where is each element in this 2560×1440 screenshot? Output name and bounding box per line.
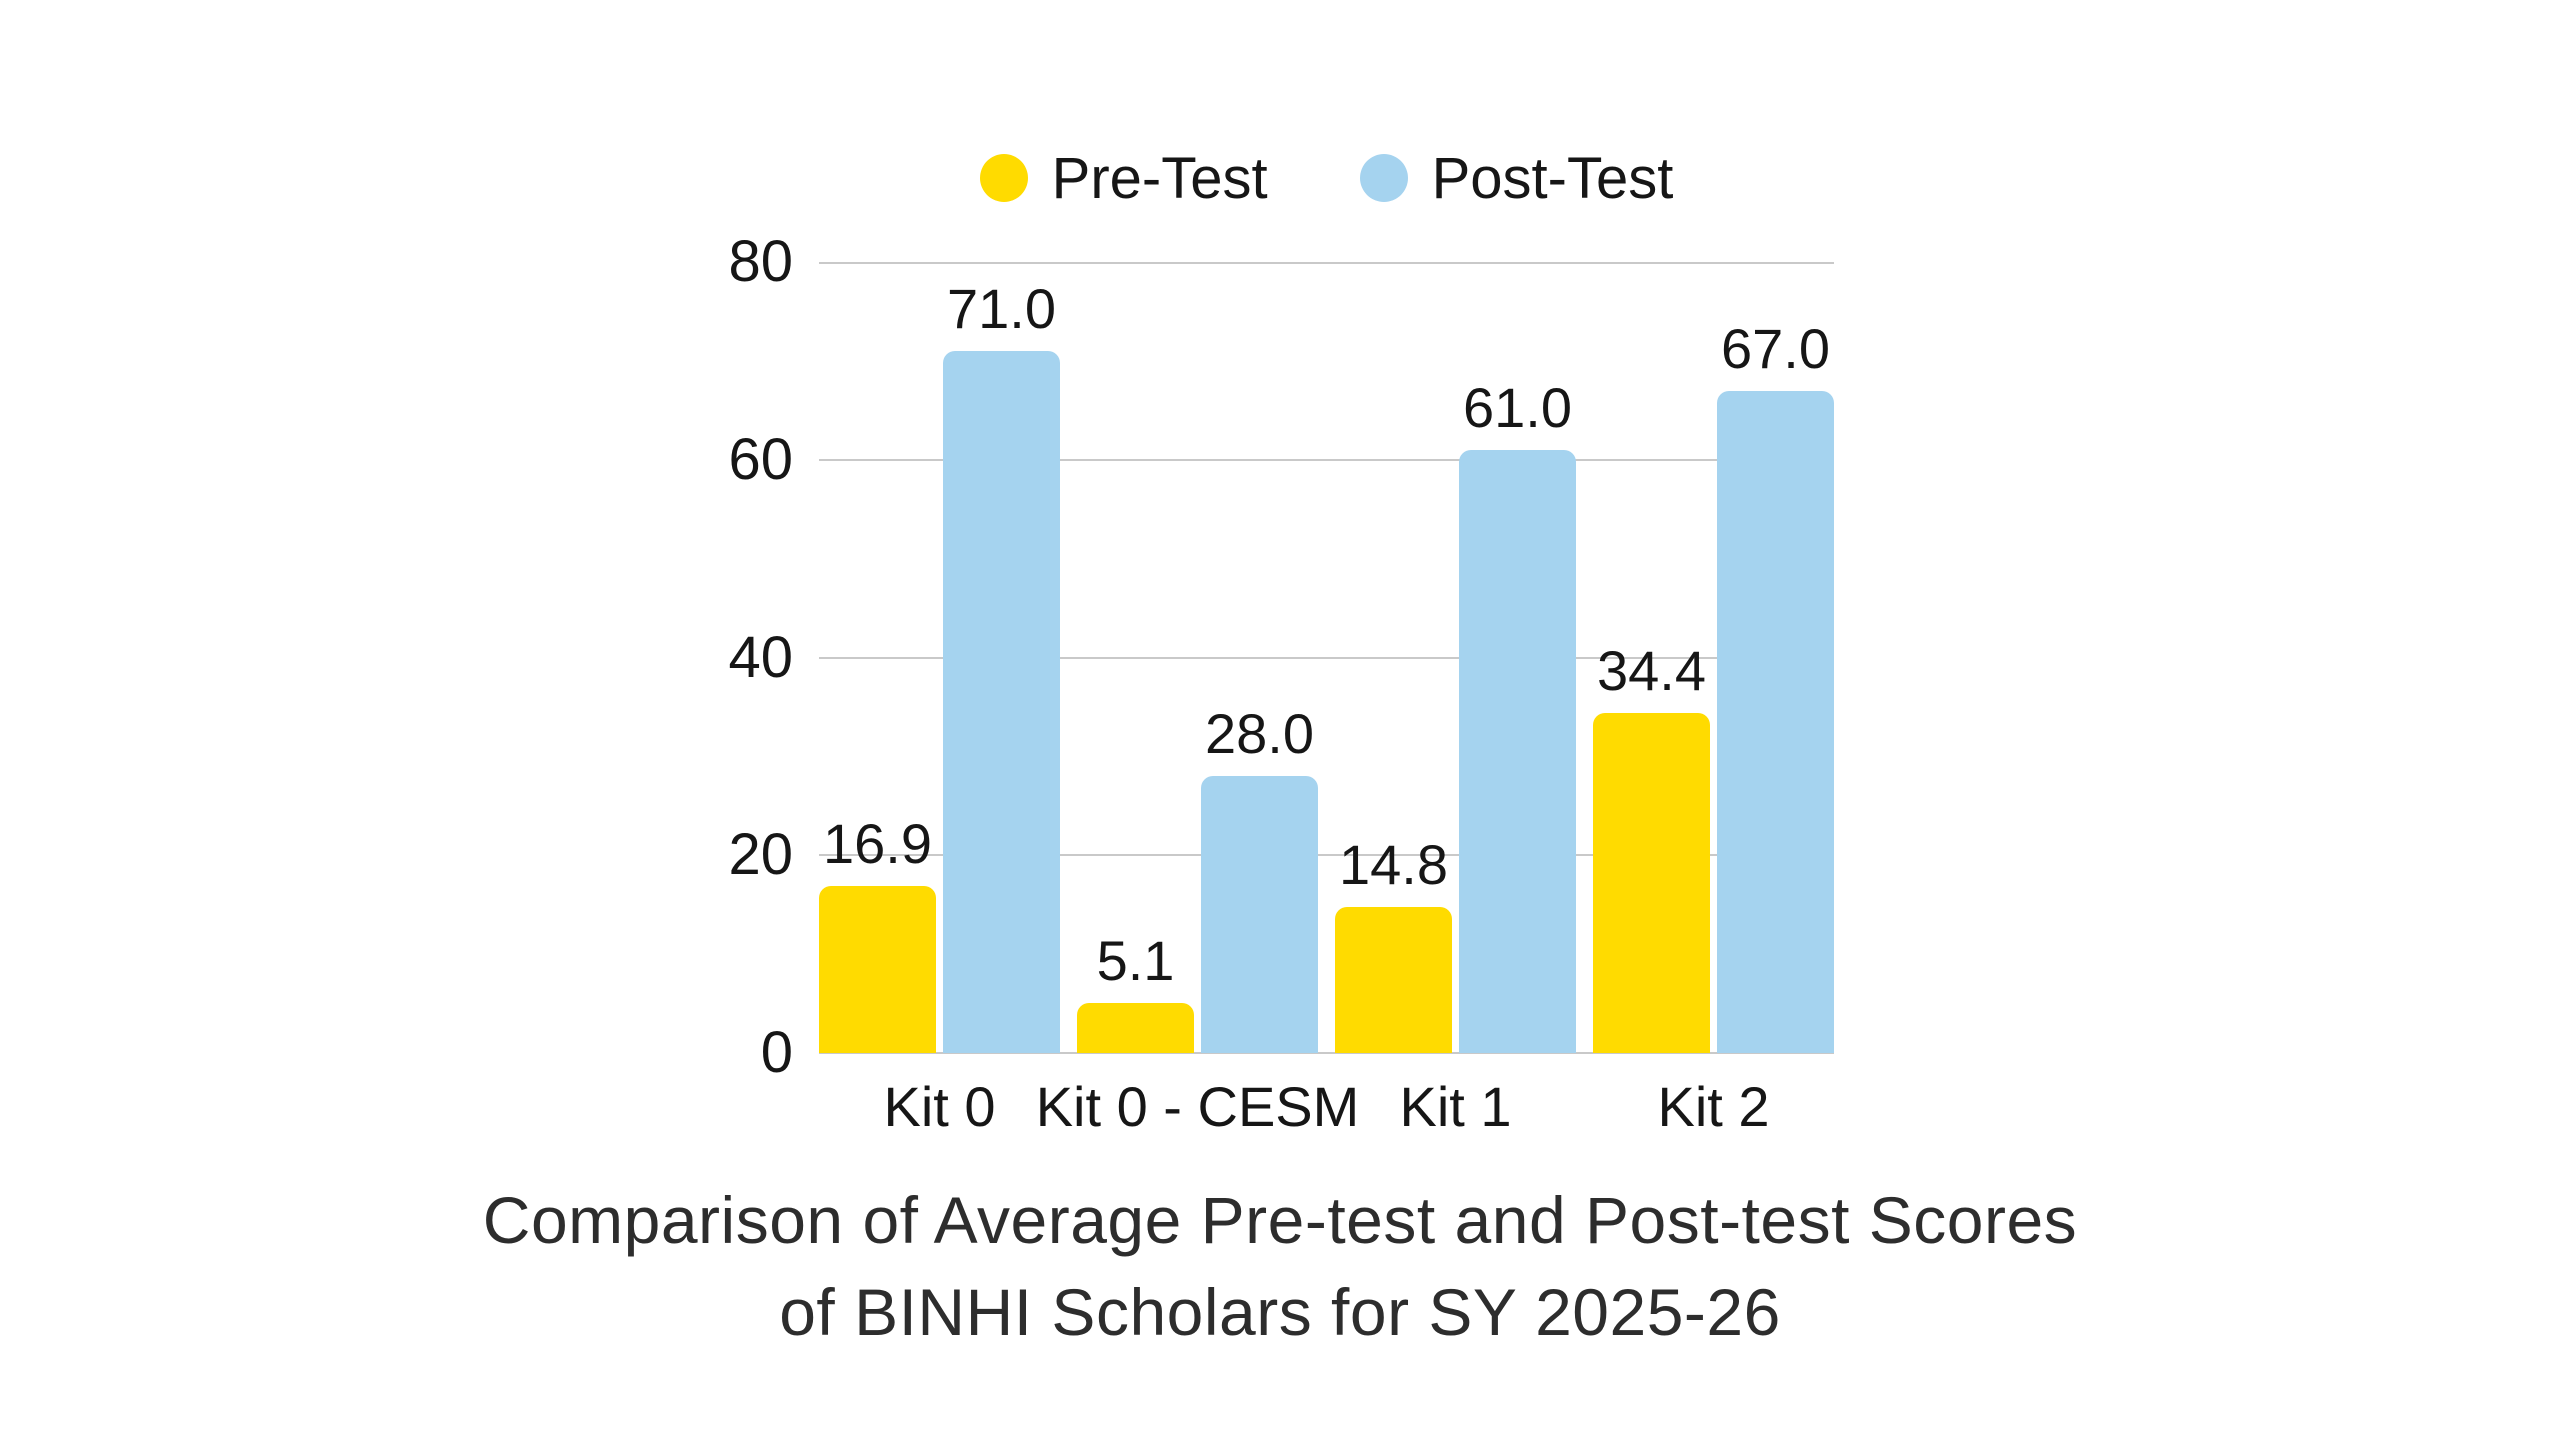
value-label-post-test-kit-0-cesm: 28.0 <box>1205 702 1314 766</box>
x-axis-tick-kit-1: Kit 1 <box>1399 1075 1512 1138</box>
bar-post-test-kit-1 <box>1459 450 1576 1053</box>
pre-test-swatch-icon <box>980 154 1028 202</box>
y-axis-tick-40: 40 <box>728 624 793 690</box>
bar-post-test-kit-0 <box>943 351 1060 1053</box>
legend-label-post-test: Post-Test <box>1431 145 1674 211</box>
chart-title <box>0 1174 2560 1358</box>
bar-pre-test-kit-1 <box>1335 907 1452 1053</box>
x-axis-tick-kit-2: Kit 2 <box>1657 1075 1770 1138</box>
chart-title-line-1: Comparison of Average Pre-test and Post-test Scores <box>482 1183 2078 1257</box>
y-axis-tick-20: 20 <box>728 822 793 888</box>
bar-pre-test-kit-2 <box>1593 713 1710 1053</box>
post-test-swatch-icon <box>1360 154 1408 202</box>
value-label-post-test-kit-0: 71.0 <box>947 277 1056 340</box>
value-label-post-test-kit-2: 67.0 <box>1721 316 1830 380</box>
legend-label-pre-test: Pre-Test <box>1051 145 1268 211</box>
value-label-pre-test-kit-0: 16.9 <box>823 811 932 875</box>
plot-area <box>728 229 1834 1138</box>
gridline-y-80 <box>819 262 1834 264</box>
bar-pre-test-kit-0 <box>819 886 936 1053</box>
value-label-pre-test-kit-0-cesm: 5.1 <box>1096 928 1175 992</box>
x-axis-tick-kit-0: Kit 0 <box>883 1075 996 1138</box>
bar-pre-test-kit-0-cesm <box>1077 1003 1194 1053</box>
value-label-post-test-kit-1: 61.0 <box>1463 375 1572 439</box>
legend-item-post-test <box>1360 145 1674 212</box>
chart-legend <box>819 134 1834 222</box>
y-axis-tick-80: 80 <box>728 229 793 294</box>
value-label-pre-test-kit-1: 14.8 <box>1339 832 1448 896</box>
y-axis-tick-60: 60 <box>728 426 793 492</box>
bar-post-test-kit-2 <box>1717 391 1834 1053</box>
y-axis-tick-0: 0 <box>760 1020 793 1085</box>
legend-item-pre-test <box>980 145 1268 212</box>
bar-post-test-kit-0-cesm <box>1201 776 1318 1053</box>
value-label-pre-test-kit-2: 34.4 <box>1597 638 1706 702</box>
chart-title-line-2: of BINHI Scholars for SY 2025-26 <box>779 1275 1781 1349</box>
x-axis-tick-kit-0-cesm: Kit 0 - CESM <box>1035 1075 1360 1138</box>
